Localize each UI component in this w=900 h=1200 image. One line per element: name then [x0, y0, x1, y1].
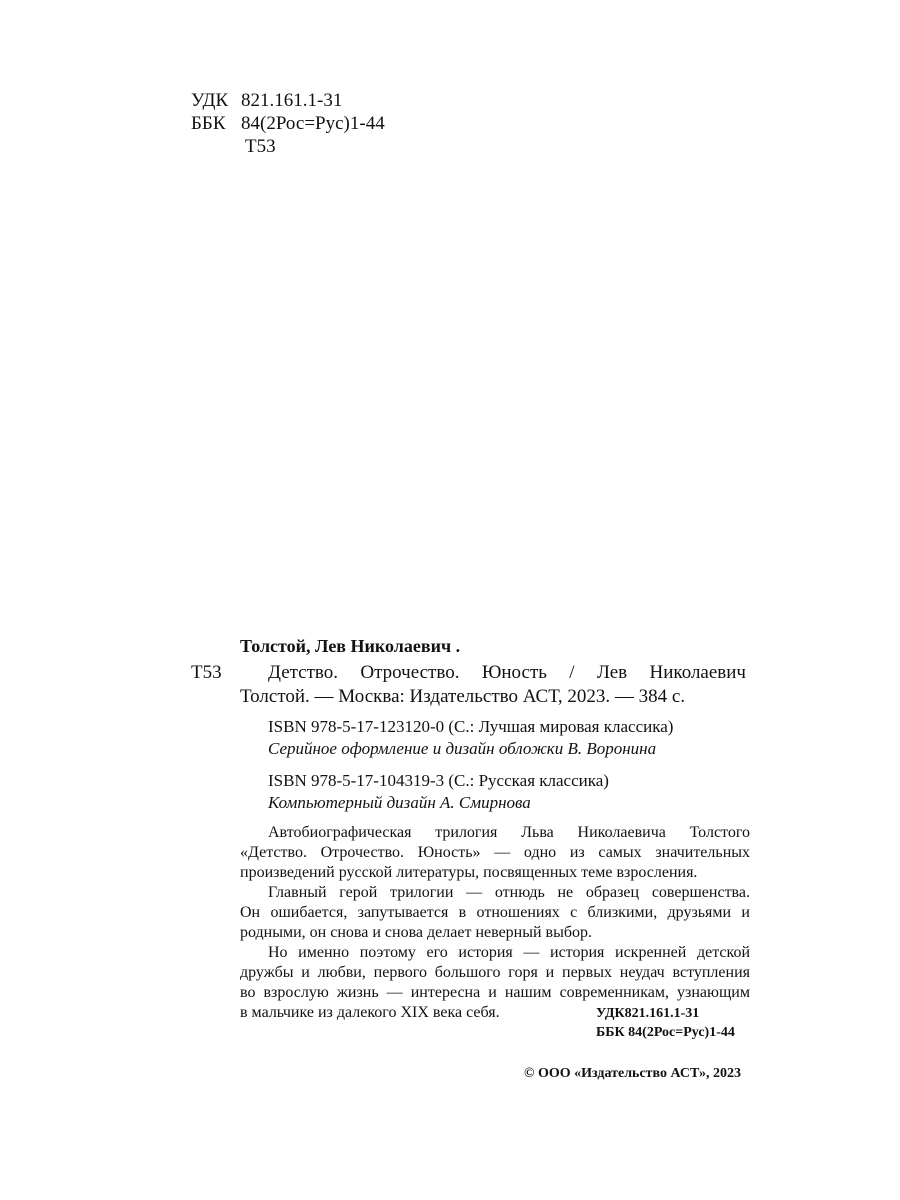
classification-top [191, 89, 385, 158]
classification-bottom [596, 1004, 735, 1042]
bbk-code-bottom: ББК 84(2Рос=Рус)1-44 [596, 1025, 735, 1040]
annotation [240, 823, 750, 1023]
design-credit-1: Серийное оформление и дизайн обложки В. Воронина [268, 739, 657, 758]
bbk-row [191, 112, 385, 135]
title-line-1: Детство. Отрочество. Юность / Лев Николаевич [268, 662, 746, 683]
copyright-notice: © ООО «Издательство АСТ», 2023 [524, 1066, 742, 1081]
udk-row [191, 89, 385, 112]
isbn-2: ISBN 978-5-17-104319-3 (С.: Русская классика) [268, 771, 609, 790]
annotation-line: произведений русской литературы, посвященных теме взросления. [240, 864, 698, 881]
annotation-line: Главный герой трилогии — отнюдь не образец совершенства. [268, 884, 750, 901]
udk-code-bottom: УДК821.161.1-31 [596, 1006, 700, 1021]
annotation-line: Он ошибается, запутывается в отношениях с близкими, друзьями и [240, 904, 750, 921]
udk-value: 821.161.1-31 [241, 90, 343, 111]
annotation-line: «Детство. Отрочество. Юность» — одно из самых значительных [240, 844, 750, 861]
bbk-label: ББК [191, 113, 226, 134]
annotation-line: в мальчике из далекого XIX века себя. [240, 1004, 500, 1021]
author-mark-top: Т53 [245, 136, 276, 157]
author-heading: Толстой, Лев Николаевич . [240, 636, 461, 656]
annotation-line: Но именно поэтому его история — история искренней детской [268, 944, 750, 961]
isbn-1: ISBN 978-5-17-123120-0 (С.: Лучшая мировая классика) [268, 717, 674, 736]
annotation-line: дружбы и любви, первого большого горя и первых неудач вступления [240, 964, 750, 981]
author-mark: Т53 [191, 662, 222, 683]
title-line-2: Толстой. — Москва: Издательство АСТ, 2023. — 384 с. [240, 686, 686, 707]
annotation-line: Автобиографическая трилогия Льва Николаевича Толстого [268, 824, 750, 841]
design-credit-2: Компьютерный дизайн А. Смирнова [268, 793, 531, 812]
udk-label: УДК [191, 90, 229, 111]
annotation-line: родными, он снова и снова делает неверный выбор. [240, 924, 592, 941]
bbk-value: 84(2Рос=Рус)1-44 [241, 113, 385, 134]
annotation-line: во взрослую жизнь — интересна и нашим современникам, узнающим [240, 984, 750, 1001]
